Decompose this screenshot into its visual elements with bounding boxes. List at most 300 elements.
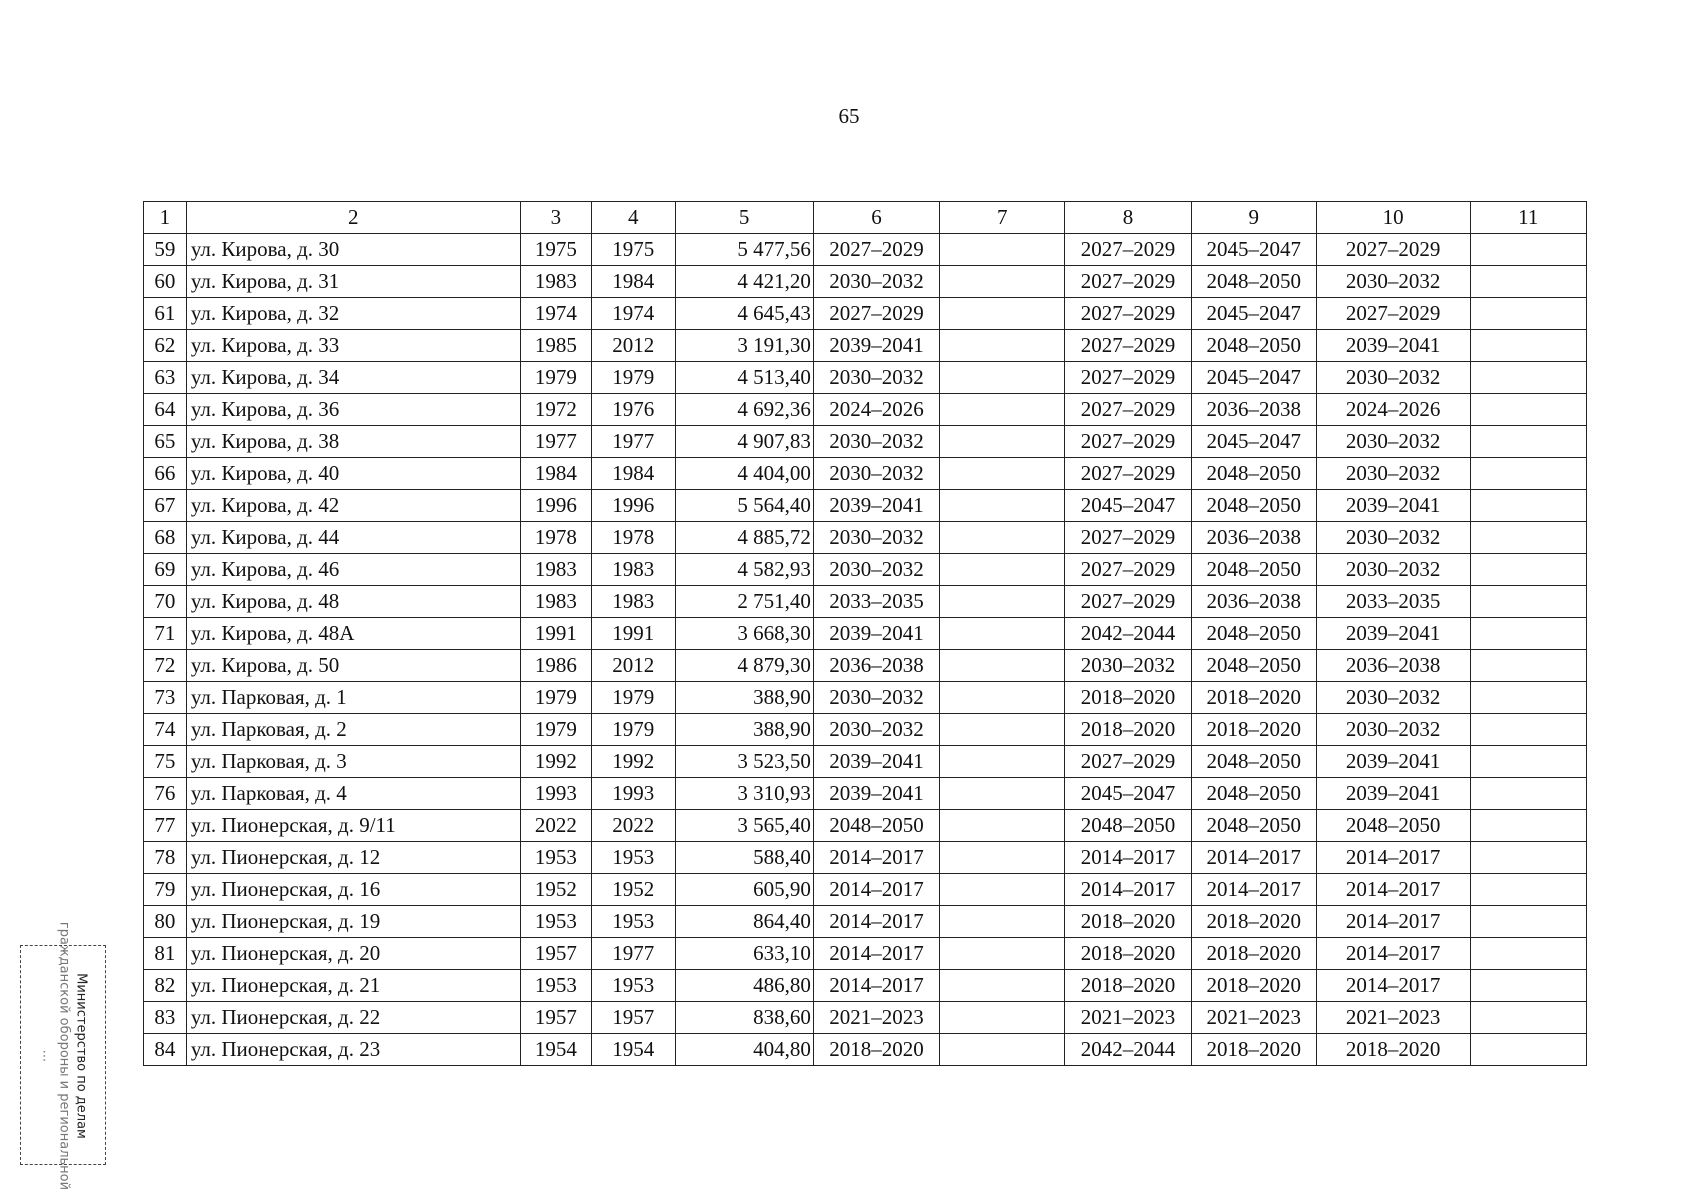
stamp-line-1: Министерство по делам <box>73 973 89 1139</box>
cell-col11 <box>1470 1034 1586 1066</box>
cell-period-col10: 2030–2032 <box>1316 458 1470 490</box>
cell-address: ул. Пионерская, д. 23 <box>186 1034 520 1066</box>
cell-period-col10: 2039–2041 <box>1316 618 1470 650</box>
cell-area: 3 565,40 <box>675 810 813 842</box>
cell-year-built: 1983 <box>520 586 591 618</box>
cell-year-commissioned: 1957 <box>592 1002 675 1034</box>
cell-year-commissioned: 1953 <box>592 906 675 938</box>
cell-row-number: 74 <box>144 714 187 746</box>
column-header-11: 11 <box>1470 202 1586 234</box>
cell-year-built: 1953 <box>520 906 591 938</box>
cell-period-col8: 2027–2029 <box>1065 330 1191 362</box>
cell-col7 <box>940 1002 1065 1034</box>
cell-row-number: 76 <box>144 778 187 810</box>
cell-address: ул. Кирова, д. 36 <box>186 394 520 426</box>
cell-year-built: 1991 <box>520 618 591 650</box>
cell-period-col10: 2018–2020 <box>1316 1034 1470 1066</box>
cell-period-col6: 2039–2041 <box>813 490 939 522</box>
cell-address: ул. Кирова, д. 38 <box>186 426 520 458</box>
cell-area: 864,40 <box>675 906 813 938</box>
column-header-1: 1 <box>144 202 187 234</box>
cell-year-commissioned: 2012 <box>592 330 675 362</box>
cell-col7 <box>940 810 1065 842</box>
cell-col7 <box>940 266 1065 298</box>
cell-address: ул. Кирова, д. 34 <box>186 362 520 394</box>
cell-year-built: 1953 <box>520 970 591 1002</box>
cell-row-number: 70 <box>144 586 187 618</box>
column-header-5: 5 <box>675 202 813 234</box>
cell-col11 <box>1470 522 1586 554</box>
cell-col11 <box>1470 970 1586 1002</box>
cell-period-col6: 2014–2017 <box>813 938 939 970</box>
cell-col11 <box>1470 586 1586 618</box>
cell-period-col8: 2027–2029 <box>1065 458 1191 490</box>
cell-period-col10: 2030–2032 <box>1316 682 1470 714</box>
cell-year-built: 1952 <box>520 874 591 906</box>
cell-address: ул. Пионерская, д. 9/11 <box>186 810 520 842</box>
cell-period-col9: 2045–2047 <box>1191 362 1316 394</box>
column-header-6: 6 <box>813 202 939 234</box>
table-row <box>144 426 1587 458</box>
cell-col7 <box>940 330 1065 362</box>
cell-row-number: 68 <box>144 522 187 554</box>
cell-period-col10: 2039–2041 <box>1316 490 1470 522</box>
cell-row-number: 75 <box>144 746 187 778</box>
cell-year-commissioned: 1974 <box>592 298 675 330</box>
cell-period-col10: 2030–2032 <box>1316 362 1470 394</box>
cell-period-col10: 2033–2035 <box>1316 586 1470 618</box>
cell-col7 <box>940 682 1065 714</box>
table-row <box>144 906 1587 938</box>
cell-period-col9: 2018–2020 <box>1191 714 1316 746</box>
cell-period-col9: 2014–2017 <box>1191 842 1316 874</box>
cell-col7 <box>940 490 1065 522</box>
cell-area: 3 310,93 <box>675 778 813 810</box>
cell-year-built: 1957 <box>520 1002 591 1034</box>
cell-address: ул. Кирова, д. 33 <box>186 330 520 362</box>
cell-year-built: 1978 <box>520 522 591 554</box>
cell-area: 838,60 <box>675 1002 813 1034</box>
cell-row-number: 72 <box>144 650 187 682</box>
cell-period-col6: 2039–2041 <box>813 330 939 362</box>
column-header-9: 9 <box>1191 202 1316 234</box>
cell-period-col6: 2030–2032 <box>813 522 939 554</box>
cell-period-col6: 2014–2017 <box>813 970 939 1002</box>
cell-address: ул. Пионерская, д. 21 <box>186 970 520 1002</box>
cell-address: ул. Пионерская, д. 22 <box>186 1002 520 1034</box>
cell-row-number: 62 <box>144 330 187 362</box>
column-header-2: 2 <box>186 202 520 234</box>
cell-col7 <box>940 458 1065 490</box>
cell-period-col9: 2018–2020 <box>1191 682 1316 714</box>
cell-area: 4 404,00 <box>675 458 813 490</box>
column-header-7: 7 <box>940 202 1065 234</box>
cell-area: 2 751,40 <box>675 586 813 618</box>
cell-col7 <box>940 714 1065 746</box>
stamp-text <box>39 922 90 1190</box>
cell-period-col9: 2048–2050 <box>1191 810 1316 842</box>
cell-period-col6: 2030–2032 <box>813 426 939 458</box>
cell-period-col10: 2048–2050 <box>1316 810 1470 842</box>
cell-col7 <box>940 618 1065 650</box>
cell-col11 <box>1470 330 1586 362</box>
cell-period-col9: 2048–2050 <box>1191 490 1316 522</box>
cell-period-col8: 2042–2044 <box>1065 1034 1191 1066</box>
cell-area: 4 907,83 <box>675 426 813 458</box>
cell-period-col8: 2018–2020 <box>1065 938 1191 970</box>
table-row <box>144 458 1587 490</box>
cell-year-commissioned: 1952 <box>592 874 675 906</box>
cell-col7 <box>940 906 1065 938</box>
column-header-8: 8 <box>1065 202 1191 234</box>
cell-period-col6: 2036–2038 <box>813 650 939 682</box>
cell-period-col6: 2021–2023 <box>813 1002 939 1034</box>
cell-row-number: 60 <box>144 266 187 298</box>
cell-year-commissioned: 2022 <box>592 810 675 842</box>
cell-col7 <box>940 1034 1065 1066</box>
cell-year-built: 1984 <box>520 458 591 490</box>
cell-period-col8: 2027–2029 <box>1065 426 1191 458</box>
cell-col11 <box>1470 810 1586 842</box>
table-row <box>144 682 1587 714</box>
cell-row-number: 65 <box>144 426 187 458</box>
cell-year-built: 1954 <box>520 1034 591 1066</box>
table-row <box>144 938 1587 970</box>
cell-year-commissioned: 2012 <box>592 650 675 682</box>
cell-period-col9: 2048–2050 <box>1191 330 1316 362</box>
cell-period-col9: 2048–2050 <box>1191 778 1316 810</box>
column-header-4: 4 <box>592 202 675 234</box>
cell-year-built: 1979 <box>520 714 591 746</box>
cell-period-col8: 2027–2029 <box>1065 522 1191 554</box>
cell-row-number: 59 <box>144 234 187 266</box>
cell-address: ул. Парковая, д. 3 <box>186 746 520 778</box>
cell-row-number: 61 <box>144 298 187 330</box>
cell-row-number: 66 <box>144 458 187 490</box>
cell-area: 4 645,43 <box>675 298 813 330</box>
cell-period-col8: 2014–2017 <box>1065 842 1191 874</box>
cell-area: 388,90 <box>675 714 813 746</box>
cell-period-col8: 2027–2029 <box>1065 394 1191 426</box>
cell-period-col6: 2030–2032 <box>813 714 939 746</box>
cell-year-built: 1983 <box>520 266 591 298</box>
cell-area: 388,90 <box>675 682 813 714</box>
cell-year-built: 1983 <box>520 554 591 586</box>
cell-address: ул. Парковая, д. 2 <box>186 714 520 746</box>
cell-year-built: 1993 <box>520 778 591 810</box>
cell-address: ул. Пионерская, д. 16 <box>186 874 520 906</box>
cell-period-col9: 2036–2038 <box>1191 394 1316 426</box>
cell-year-commissioned: 1979 <box>592 362 675 394</box>
table-row <box>144 298 1587 330</box>
cell-row-number: 63 <box>144 362 187 394</box>
table-row <box>144 970 1587 1002</box>
cell-period-col9: 2048–2050 <box>1191 554 1316 586</box>
cell-year-commissioned: 1983 <box>592 586 675 618</box>
cell-address: ул. Кирова, д. 31 <box>186 266 520 298</box>
cell-year-built: 1992 <box>520 746 591 778</box>
cell-period-col10: 2014–2017 <box>1316 842 1470 874</box>
cell-address: ул. Пионерская, д. 20 <box>186 938 520 970</box>
cell-year-built: 1957 <box>520 938 591 970</box>
cell-col11 <box>1470 426 1586 458</box>
cell-year-built: 1979 <box>520 682 591 714</box>
cell-period-col10: 2036–2038 <box>1316 650 1470 682</box>
cell-col11 <box>1470 266 1586 298</box>
cell-area: 605,90 <box>675 874 813 906</box>
cell-row-number: 84 <box>144 1034 187 1066</box>
stamp-line-2: гражданской обороны и региональной <box>56 921 72 1191</box>
cell-year-commissioned: 1978 <box>592 522 675 554</box>
cell-period-col10: 2030–2032 <box>1316 266 1470 298</box>
cell-period-col8: 2045–2047 <box>1065 778 1191 810</box>
cell-row-number: 67 <box>144 490 187 522</box>
cell-period-col10: 2030–2032 <box>1316 714 1470 746</box>
cell-period-col6: 2030–2032 <box>813 554 939 586</box>
cell-address: ул. Парковая, д. 1 <box>186 682 520 714</box>
cell-col11 <box>1470 1002 1586 1034</box>
cell-col11 <box>1470 714 1586 746</box>
cell-area: 3 191,30 <box>675 330 813 362</box>
cell-period-col10: 2014–2017 <box>1316 874 1470 906</box>
cell-period-col9: 2048–2050 <box>1191 618 1316 650</box>
cell-period-col9: 2045–2047 <box>1191 234 1316 266</box>
cell-period-col9: 2018–2020 <box>1191 1034 1316 1066</box>
cell-period-col8: 2027–2029 <box>1065 746 1191 778</box>
cell-area: 404,80 <box>675 1034 813 1066</box>
table-row <box>144 394 1587 426</box>
cell-period-col9: 2045–2047 <box>1191 426 1316 458</box>
cell-period-col8: 2018–2020 <box>1065 714 1191 746</box>
cell-area: 486,80 <box>675 970 813 1002</box>
table-row <box>144 490 1587 522</box>
cell-col7 <box>940 394 1065 426</box>
cell-period-col6: 2024–2026 <box>813 394 939 426</box>
cell-year-built: 1977 <box>520 426 591 458</box>
cell-year-commissioned: 1976 <box>592 394 675 426</box>
cell-year-built: 1979 <box>520 362 591 394</box>
cell-period-col8: 2027–2029 <box>1065 586 1191 618</box>
cell-col7 <box>940 586 1065 618</box>
cell-period-col10: 2039–2041 <box>1316 330 1470 362</box>
cell-year-commissioned: 1977 <box>592 938 675 970</box>
cell-year-commissioned: 1975 <box>592 234 675 266</box>
cell-year-built: 1953 <box>520 842 591 874</box>
cell-row-number: 81 <box>144 938 187 970</box>
cell-year-built: 1972 <box>520 394 591 426</box>
cell-year-commissioned: 1953 <box>592 842 675 874</box>
cell-period-col10: 2039–2041 <box>1316 778 1470 810</box>
cell-period-col10: 2024–2026 <box>1316 394 1470 426</box>
cell-row-number: 73 <box>144 682 187 714</box>
cell-period-col9: 2018–2020 <box>1191 970 1316 1002</box>
cell-address: ул. Кирова, д. 44 <box>186 522 520 554</box>
cell-year-commissioned: 1991 <box>592 618 675 650</box>
cell-year-built: 1974 <box>520 298 591 330</box>
cell-period-col9: 2045–2047 <box>1191 298 1316 330</box>
table-row <box>144 618 1587 650</box>
cell-period-col6: 2033–2035 <box>813 586 939 618</box>
cell-col11 <box>1470 298 1586 330</box>
cell-period-col8: 2045–2047 <box>1065 490 1191 522</box>
cell-period-col10: 2027–2029 <box>1316 298 1470 330</box>
cell-period-col6: 2048–2050 <box>813 810 939 842</box>
cell-year-built: 2022 <box>520 810 591 842</box>
cell-col7 <box>940 778 1065 810</box>
cell-address: ул. Парковая, д. 4 <box>186 778 520 810</box>
cell-area: 4 885,72 <box>675 522 813 554</box>
cell-col11 <box>1470 778 1586 810</box>
cell-year-commissioned: 1996 <box>592 490 675 522</box>
cell-col11 <box>1470 490 1586 522</box>
table-row <box>144 810 1587 842</box>
cell-col11 <box>1470 362 1586 394</box>
cell-col11 <box>1470 650 1586 682</box>
cell-col11 <box>1470 458 1586 490</box>
cell-address: ул. Кирова, д. 46 <box>186 554 520 586</box>
cell-area: 633,10 <box>675 938 813 970</box>
cell-year-built: 1986 <box>520 650 591 682</box>
cell-col7 <box>940 842 1065 874</box>
cell-address: ул. Кирова, д. 48А <box>186 618 520 650</box>
cell-period-col8: 2042–2044 <box>1065 618 1191 650</box>
cell-period-col6: 2030–2032 <box>813 682 939 714</box>
cell-row-number: 78 <box>144 842 187 874</box>
cell-period-col8: 2018–2020 <box>1065 970 1191 1002</box>
cell-year-commissioned: 1953 <box>592 970 675 1002</box>
cell-area: 3 523,50 <box>675 746 813 778</box>
cell-period-col8: 2027–2029 <box>1065 234 1191 266</box>
cell-area: 588,40 <box>675 842 813 874</box>
cell-year-built: 1985 <box>520 330 591 362</box>
table-row <box>144 778 1587 810</box>
cell-col7 <box>940 362 1065 394</box>
cell-col11 <box>1470 234 1586 266</box>
cell-year-commissioned: 1977 <box>592 426 675 458</box>
cell-period-col6: 2027–2029 <box>813 298 939 330</box>
cell-period-col6: 2014–2017 <box>813 842 939 874</box>
table-row <box>144 266 1587 298</box>
cell-col7 <box>940 554 1065 586</box>
cell-period-col8: 2021–2023 <box>1065 1002 1191 1034</box>
cell-period-col8: 2027–2029 <box>1065 266 1191 298</box>
cell-period-col6: 2039–2041 <box>813 746 939 778</box>
cell-year-commissioned: 1979 <box>592 714 675 746</box>
cell-period-col6: 2014–2017 <box>813 874 939 906</box>
table-row <box>144 522 1587 554</box>
cell-area: 3 668,30 <box>675 618 813 650</box>
cell-col11 <box>1470 682 1586 714</box>
column-header-3: 3 <box>520 202 591 234</box>
table-row <box>144 714 1587 746</box>
schedule-table-container <box>143 201 1587 1066</box>
cell-col7 <box>940 874 1065 906</box>
cell-period-col9: 2018–2020 <box>1191 906 1316 938</box>
cell-row-number: 77 <box>144 810 187 842</box>
table-row <box>144 842 1587 874</box>
cell-area: 5 564,40 <box>675 490 813 522</box>
cell-period-col6: 2039–2041 <box>813 618 939 650</box>
cell-col11 <box>1470 874 1586 906</box>
stamp-line-3: ... <box>39 1049 55 1063</box>
cell-col11 <box>1470 938 1586 970</box>
cell-period-col6: 2039–2041 <box>813 778 939 810</box>
cell-period-col10: 2014–2017 <box>1316 970 1470 1002</box>
page-number: 65 <box>838 104 860 128</box>
cell-period-col9: 2036–2038 <box>1191 522 1316 554</box>
cell-period-col6: 2014–2017 <box>813 906 939 938</box>
cell-col7 <box>940 650 1065 682</box>
cell-row-number: 79 <box>144 874 187 906</box>
cell-year-commissioned: 1954 <box>592 1034 675 1066</box>
cell-period-col9: 2048–2050 <box>1191 266 1316 298</box>
cell-period-col10: 2030–2032 <box>1316 426 1470 458</box>
cell-period-col9: 2048–2050 <box>1191 650 1316 682</box>
cell-year-commissioned: 1979 <box>592 682 675 714</box>
cell-period-col9: 2048–2050 <box>1191 458 1316 490</box>
cell-col7 <box>940 234 1065 266</box>
cell-period-col10: 2030–2032 <box>1316 522 1470 554</box>
cell-col11 <box>1470 394 1586 426</box>
cell-row-number: 69 <box>144 554 187 586</box>
cell-period-col8: 2027–2029 <box>1065 298 1191 330</box>
cell-col11 <box>1470 618 1586 650</box>
cell-year-built: 1975 <box>520 234 591 266</box>
cell-period-col10: 2014–2017 <box>1316 938 1470 970</box>
cell-period-col8: 2030–2032 <box>1065 650 1191 682</box>
cell-year-commissioned: 1984 <box>592 266 675 298</box>
cell-row-number: 82 <box>144 970 187 1002</box>
cell-area: 4 513,40 <box>675 362 813 394</box>
cell-period-col9: 2048–2050 <box>1191 746 1316 778</box>
cell-period-col6: 2027–2029 <box>813 234 939 266</box>
cell-address: ул. Кирова, д. 32 <box>186 298 520 330</box>
cell-period-col9: 2036–2038 <box>1191 586 1316 618</box>
cell-col11 <box>1470 842 1586 874</box>
cell-year-commissioned: 1992 <box>592 746 675 778</box>
cell-area: 4 421,20 <box>675 266 813 298</box>
schedule-table <box>143 201 1587 1066</box>
cell-col7 <box>940 426 1065 458</box>
cell-row-number: 71 <box>144 618 187 650</box>
cell-period-col8: 2018–2020 <box>1065 906 1191 938</box>
table-row <box>144 586 1587 618</box>
cell-col7 <box>940 746 1065 778</box>
cell-address: ул. Кирова, д. 30 <box>186 234 520 266</box>
cell-year-commissioned: 1993 <box>592 778 675 810</box>
cell-address: ул. Пионерская, д. 19 <box>186 906 520 938</box>
table-header-row <box>144 202 1587 234</box>
cell-col7 <box>940 970 1065 1002</box>
cell-row-number: 64 <box>144 394 187 426</box>
table-row <box>144 234 1587 266</box>
cell-col7 <box>940 298 1065 330</box>
cell-period-col9: 2018–2020 <box>1191 938 1316 970</box>
cell-address: ул. Кирова, д. 48 <box>186 586 520 618</box>
cell-address: ул. Кирова, д. 50 <box>186 650 520 682</box>
cell-row-number: 83 <box>144 1002 187 1034</box>
cell-period-col9: 2014–2017 <box>1191 874 1316 906</box>
cell-period-col10: 2021–2023 <box>1316 1002 1470 1034</box>
column-header-10: 10 <box>1316 202 1470 234</box>
cell-area: 4 582,93 <box>675 554 813 586</box>
cell-year-commissioned: 1984 <box>592 458 675 490</box>
cell-period-col10: 2027–2029 <box>1316 234 1470 266</box>
cell-col11 <box>1470 906 1586 938</box>
cell-period-col6: 2030–2032 <box>813 458 939 490</box>
cell-period-col6: 2030–2032 <box>813 362 939 394</box>
table-row <box>144 330 1587 362</box>
